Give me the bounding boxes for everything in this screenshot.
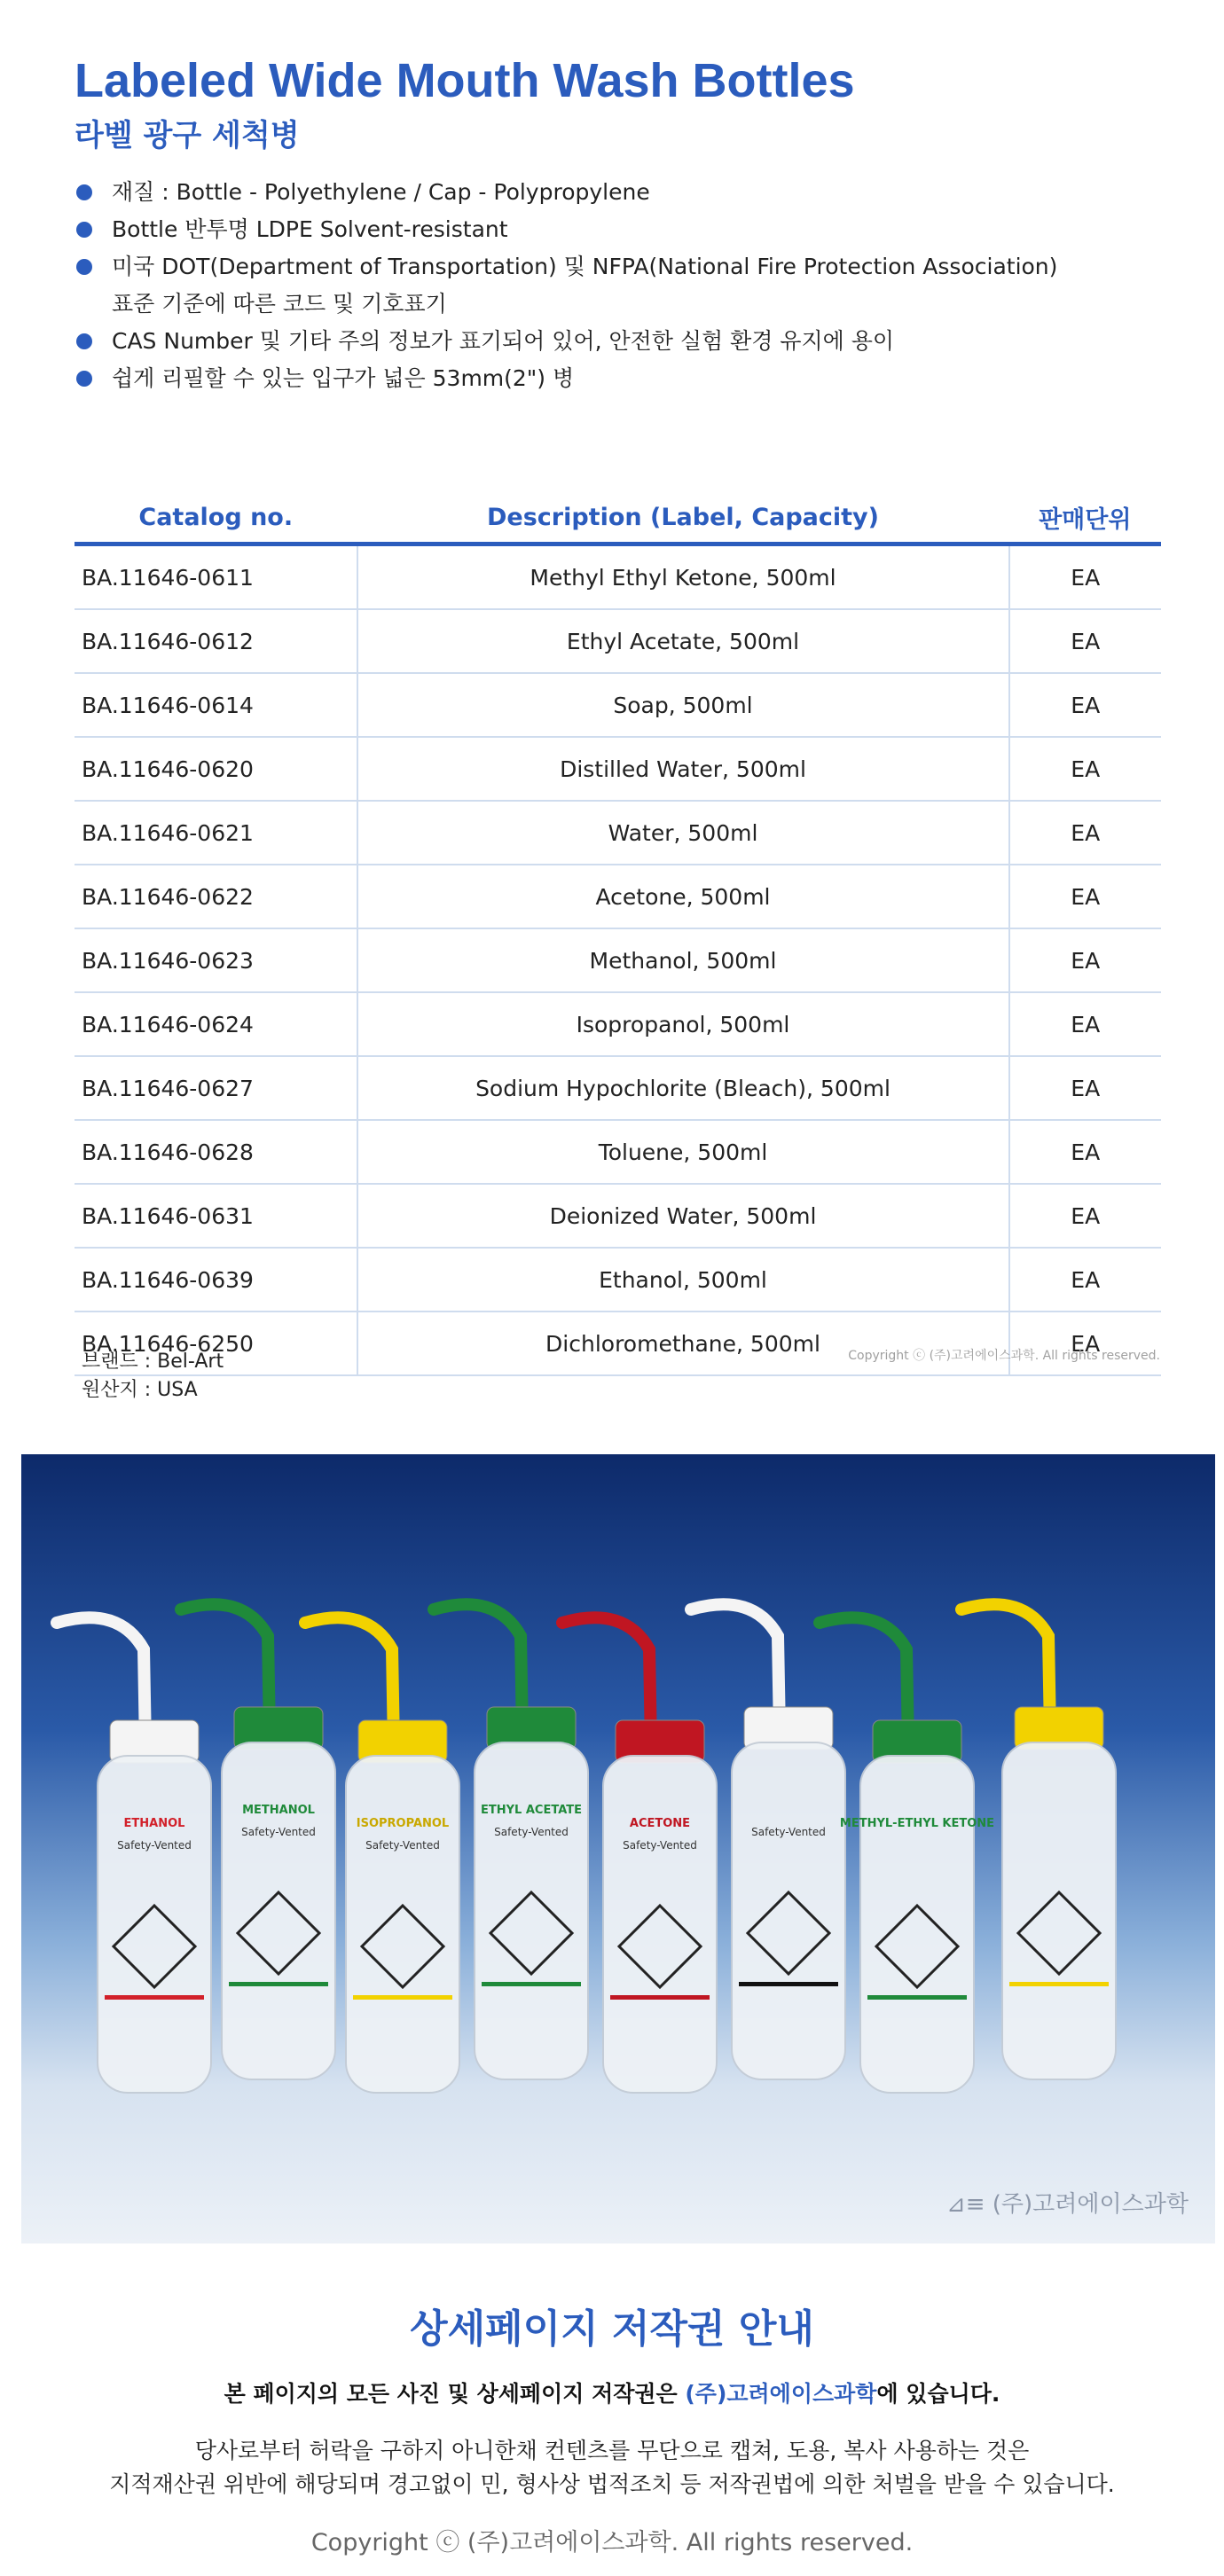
unit-cell: EA [1009,1120,1162,1184]
catalog-number-cell: BA.11646-0639 [75,1248,357,1311]
table-row [75,673,1161,737]
feature-text: Bottle 반투명 LDPE Solvent-resistant [112,216,508,242]
bottles-illustration [21,1454,1215,2243]
table-row [75,1311,1161,1375]
catalog-table [75,492,1161,1376]
bottle-label-text: ETHYL ACETATE [481,1804,582,1817]
description-cell: Distilled Water, 500ml [357,737,1009,801]
unit-cell: EA [1009,928,1162,992]
catalog-number-cell: BA.11646-0611 [75,544,357,610]
bottle-body [603,1756,717,2093]
unit-cell: EA [1009,1056,1162,1120]
product-photo [21,1454,1215,2243]
product-meta [82,1348,224,1405]
unit-cell: EA [1009,992,1162,1056]
label-stripe [229,1982,328,1986]
catalog-number-cell: BA.11646-0631 [75,1184,357,1248]
copyright-body [0,2434,1224,2502]
catalog-table-wrapper [75,492,1161,1376]
catalog-number-cell: BA.11646-0622 [75,865,357,928]
table-row [75,992,1161,1056]
bullet-dot-icon [76,222,92,238]
copyright-statement-pre: 본 페이지의 모든 사진 및 상세페이지 저작권은 [224,2381,686,2407]
table-row [75,544,1161,610]
description-cell: Sodium Hypochlorite (Bleach), 500ml [357,1056,1009,1120]
table-row [75,801,1161,865]
origin-info: 원산지 : USA [82,1379,198,1401]
page-subtitle: 라벨 광구 세척병 [75,118,300,153]
catalog-number-cell: BA.11646-0628 [75,1120,357,1184]
description-cell: Water, 500ml [357,801,1009,865]
unit-cell: EA [1009,1311,1162,1375]
label-stripe [105,1995,204,2000]
copyright-title: 상세페이지 저작권 안내 [410,2306,814,2352]
unit-cell: EA [1009,801,1162,865]
feature-item [75,174,1157,211]
label-stripe [610,1995,710,2000]
bottle-sublabel-text: Safety-Vented [751,1826,826,1838]
bullet-dot-icon [76,184,92,200]
bottle-label-text: ISOPROPANOL [356,1817,450,1830]
feature-text-continued: 표준 기준에 따른 코드 및 기호표기 [112,291,447,317]
bottle-body [860,1756,974,2093]
table-row [75,1056,1161,1120]
table-row [75,1184,1161,1248]
bullet-dot-icon [76,259,92,275]
table-body [75,544,1161,1376]
brand-info: 브랜드 : Bel-Art [82,1351,224,1373]
feature-text: 쉽게 리필할 수 있는 입구가 넓은 53mm(2") 병 [112,365,575,391]
page-header [75,51,1157,156]
description-cell: Acetone, 500ml [357,865,1009,928]
description-cell: Isopropanol, 500ml [357,992,1009,1056]
copyright-company: (주)고려에이스과학 [685,2381,877,2407]
catalog-number-cell: BA.11646-0624 [75,992,357,1056]
feature-text: 재질 : Bottle - Polyethylene / Cap - Polypropylene [112,179,650,205]
table-header-row [75,492,1161,544]
unit-cell: EA [1009,737,1162,801]
bottle-label-text: METHYL-ETHYL KETONE [839,1817,995,1830]
feature-text: CAS Number 및 기타 주의 정보가 표기되어 있어, 안전한 실험 환경 유지에 용이 [112,328,895,354]
bottle-body [98,1756,211,2093]
company-logo-icon: ⊿≡ [945,2191,993,2218]
table-row [75,1248,1161,1311]
description-cell: Methyl Ethyl Ketone, 500ml [357,544,1009,610]
catalog-number-cell: BA.11646-0620 [75,737,357,801]
catalog-number-cell: BA.11646-0623 [75,928,357,992]
label-stripe [1009,1982,1109,1986]
feature-item [75,360,1157,397]
bullet-dot-icon [76,371,92,387]
copyright-body-line: 지적재산권 위반에 해당되며 경고없이 민, 형사상 법적조치 등 저작권법에 의한 처벌을 받을 수 있습니다. [109,2471,1115,2497]
page-title: Labeled Wide Mouth Wash Bottles [75,54,855,107]
unit-cell: EA [1009,1248,1162,1311]
photo-watermark-text: (주)고려에이스과학 [992,2191,1189,2218]
feature-item [75,323,1157,360]
catalog-number-cell: BA.11646-0612 [75,609,357,673]
feature-item [75,211,1157,248]
description-cell: Soap, 500ml [357,673,1009,737]
table-row [75,865,1161,928]
description-cell: Ethanol, 500ml [357,1248,1009,1311]
bottle-label-text: ETHANOL [123,1817,185,1830]
catalog-number-cell: BA.11646-0627 [75,1056,357,1120]
unit-cell: EA [1009,673,1162,737]
bottle-body [475,1742,588,2079]
description-cell: Ethyl Acetate, 500ml [357,609,1009,673]
column-header-description: Description (Label, Capacity) [357,492,1009,544]
unit-cell: EA [1009,865,1162,928]
table-row [75,1120,1161,1184]
bottle-body [732,1742,845,2079]
bottle-sublabel-text: Safety-Vented [494,1826,569,1838]
bottle-body [1002,1742,1116,2079]
copyright-statement-post: 에 있습니다. [876,2381,1000,2407]
bottle-label-text: METHANOL [242,1804,315,1817]
feature-list [75,174,1157,397]
label-stripe [482,1982,581,1986]
catalog-number-cell: BA.11646-6250 [75,1311,357,1375]
feature-item [75,248,1157,323]
unit-cell: EA [1009,544,1162,610]
bottle-label-text: ACETONE [629,1817,691,1830]
copyright-body-line: 당사로부터 허락을 구하지 아니한채 컨텐츠를 무단으로 캡쳐, 도용, 복사 사용하는 것은 [194,2438,1030,2463]
description-cell: Methanol, 500ml [357,928,1009,992]
table-row [75,609,1161,673]
bullet-dot-icon [76,333,92,349]
copyright-small: Copyright ⓒ (주)고려에이스과학. All rights reserved. [848,1349,1160,1363]
label-stripe [867,1995,967,2000]
unit-cell: EA [1009,1184,1162,1248]
description-cell: Deionized Water, 500ml [357,1184,1009,1248]
unit-cell: EA [1009,609,1162,673]
catalog-number-cell: BA.11646-0614 [75,673,357,737]
label-stripe [739,1982,838,1986]
copyright-statement [0,2376,1224,2408]
label-stripe [353,1995,452,2000]
column-header-unit: 판매단위 [1009,492,1162,544]
column-header-catalog: Catalog no. [75,492,357,544]
bottle-sublabel-text: Safety-Vented [365,1839,440,1852]
bottle-sublabel-text: Safety-Vented [117,1839,192,1852]
feature-text: 미국 DOT(Department of Transportation) 및 NFPA(National Fire Protection Association) [112,254,1058,279]
description-cell: Toluene, 500ml [357,1120,1009,1184]
bottle-sublabel-text: Safety-Vented [623,1839,697,1852]
bottle-sublabel-text: Safety-Vented [241,1826,316,1838]
catalog-number-cell: BA.11646-0621 [75,801,357,865]
table-row [75,737,1161,801]
table-row [75,928,1161,992]
bottle-body [222,1742,335,2079]
copyright-footer: Copyright ⓒ (주)고려에이스과학. All rights reserved. [310,2529,914,2556]
photo-watermark [946,2186,1189,2219]
description-cell: Dichloromethane, 500ml [357,1311,1009,1375]
bottle-body [346,1756,459,2093]
